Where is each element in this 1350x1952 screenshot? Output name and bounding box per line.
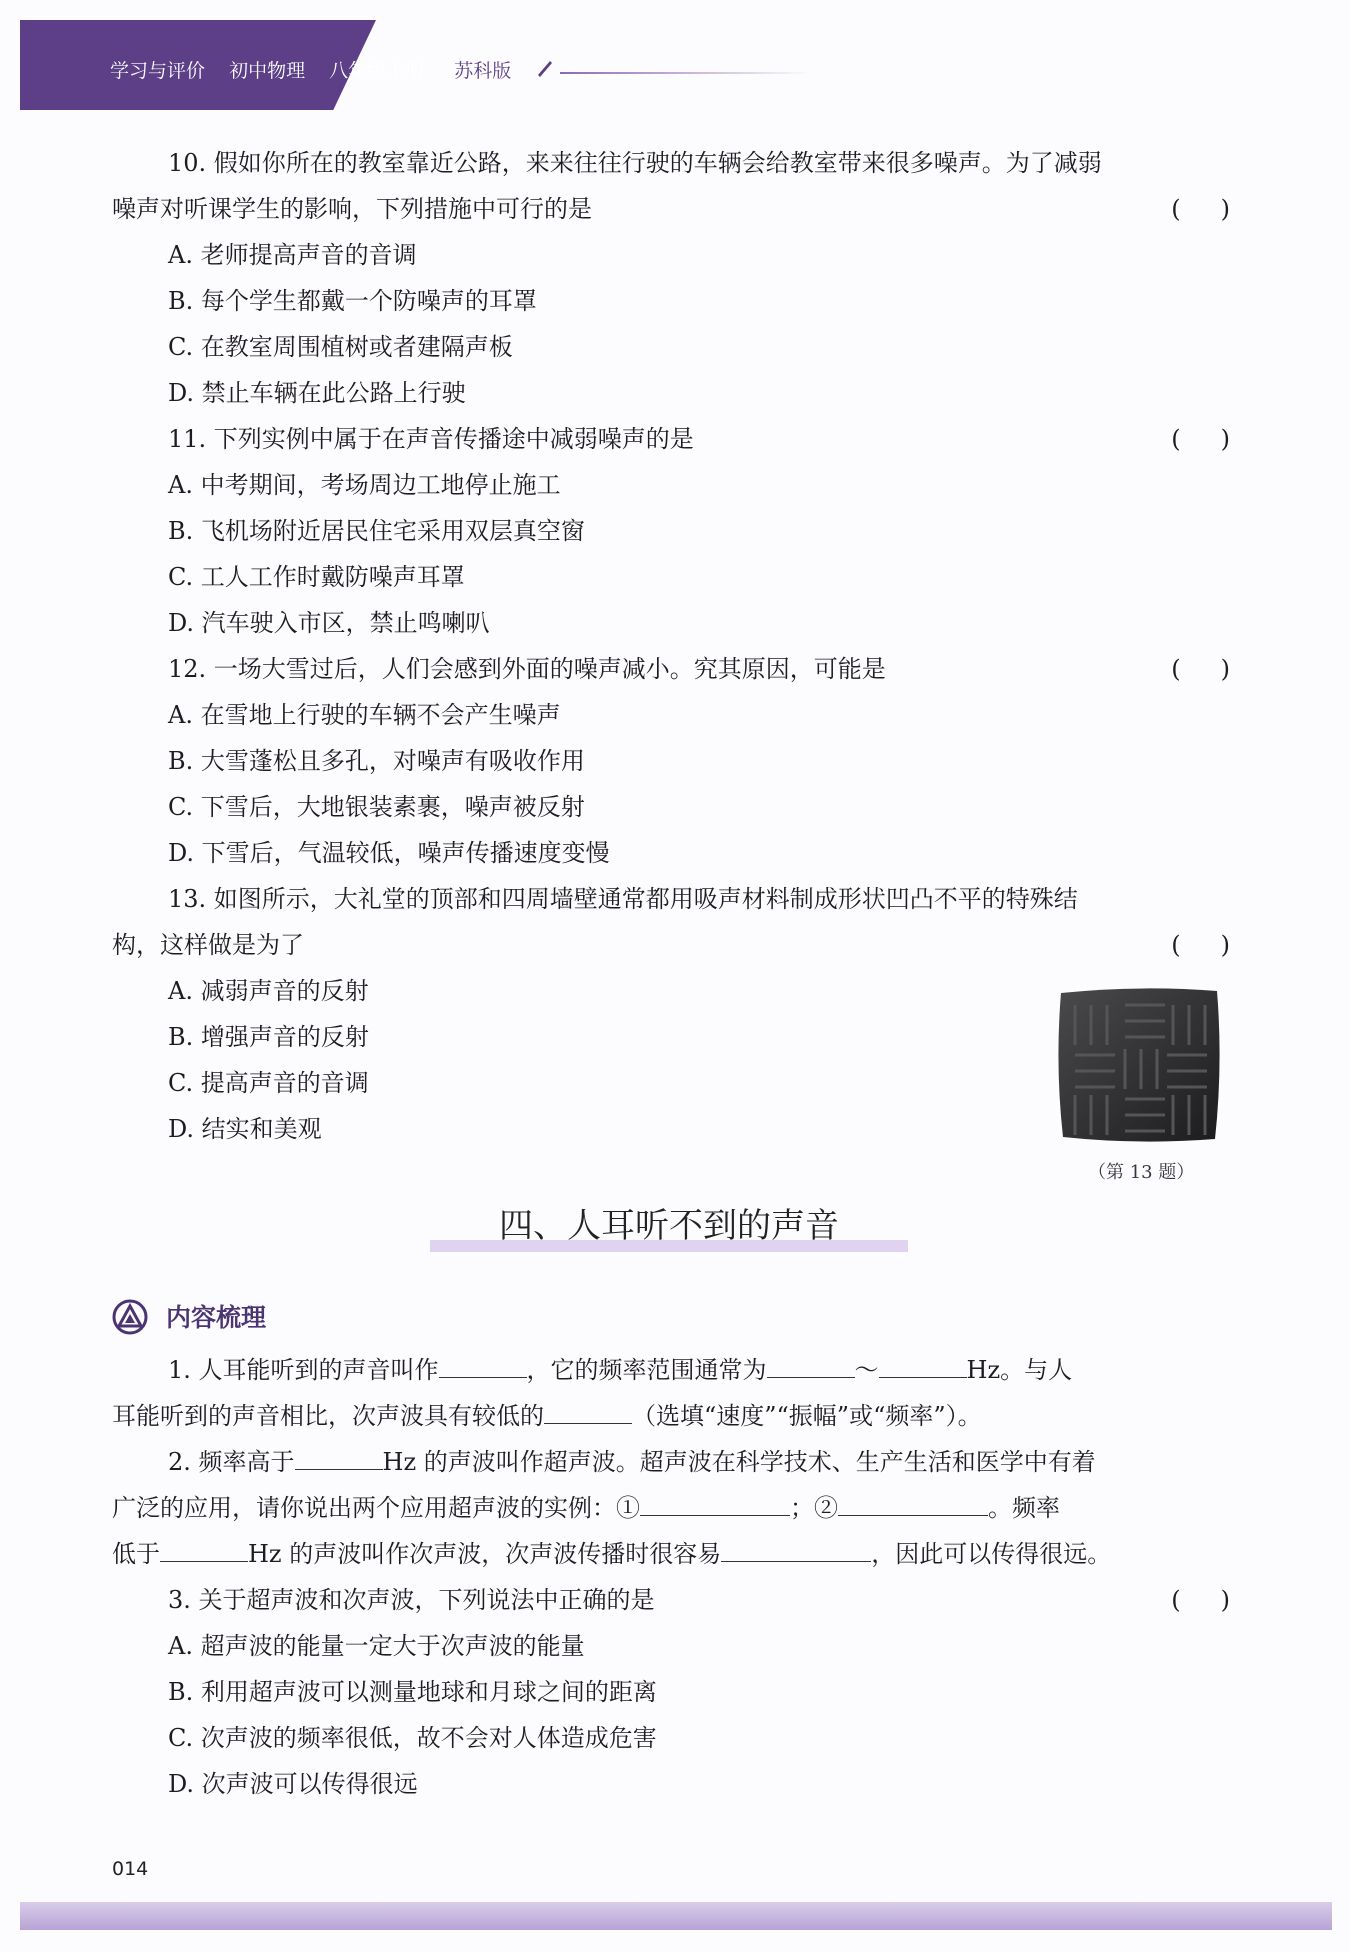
s1-text-e: 耳能听到的声音相比，次声波具有较低的 (112, 1402, 544, 1430)
q10-text-cont: 噪声对听课学生的影响，下列措施中可行的是 (112, 195, 592, 223)
q13-line2 (112, 922, 1230, 968)
s1-text-a: 1. 人耳能听到的声音叫作 (168, 1356, 439, 1384)
q11-answer-bracket[interactable] (1171, 416, 1230, 462)
q3-option-a: A. 超声波的能量一定大于次声波的能量 (168, 1632, 585, 1660)
q12-line1 (112, 646, 1230, 692)
s2-text-g: Hz 的声波叫作次声波，次声波传播时很容易 (248, 1540, 722, 1568)
q13-option-c: C. 提高声音的音调 (168, 1069, 369, 1097)
q13-text: 13. 如图所示，大礼堂的顶部和四周墙壁通常都用吸声材料制成形状凹凸不平的特殊结 (168, 885, 1078, 913)
section-title: 四、人耳听不到的声音 (499, 1206, 839, 1246)
s1-text-b: ，它的频率范围通常为 (526, 1356, 767, 1384)
pen-icon (535, 58, 555, 78)
s1-blank-4[interactable] (544, 1393, 632, 1424)
q10-line2 (112, 186, 1230, 232)
q12-answer-bracket[interactable] (1171, 646, 1230, 692)
bracket-close: ) (1220, 195, 1230, 223)
bracket-close: ) (1220, 1586, 1230, 1614)
header-series: 学习与评价 (110, 60, 206, 82)
q3-option-d: D. 次声波可以传得很远 (168, 1770, 418, 1798)
q10-option-c: C. 在教室周围植树或者建隔声板 (168, 333, 513, 361)
s1-blank-2[interactable] (767, 1347, 855, 1378)
q13-answer-bracket[interactable] (1171, 922, 1230, 968)
s1-text-f: （选填“速度”“振幅”或“频率”）。 (632, 1402, 982, 1430)
q12-option-c: C. 下雪后，大地银装素裹，噪声被反射 (168, 793, 585, 821)
page-number: 014 (112, 1858, 149, 1880)
q3-option-c: C. 次声波的频率很低，故不会对人体造成危害 (168, 1724, 657, 1752)
s2-line3 (112, 1531, 1230, 1577)
bracket-open: ( (1171, 655, 1181, 683)
s1-line1 (112, 1347, 1230, 1393)
footer-band (20, 1902, 1332, 1930)
s1-text-c: ～ (854, 1356, 879, 1384)
q13-text-cont: 构，这样做是为了 (112, 931, 304, 959)
s2-text-h: ，因此可以传得很远。 (871, 1540, 1112, 1568)
summary-exercises (112, 1347, 1230, 1807)
s1-blank-1[interactable] (439, 1347, 527, 1378)
acoustic-foam-figure (1055, 985, 1223, 1145)
bracket-close: ) (1220, 931, 1230, 959)
q11-option-d: D. 汽车驶入市区，禁止鸣喇叭 (168, 609, 490, 637)
header-subject: 初中物理 (229, 60, 306, 82)
s2-blank-1[interactable] (295, 1439, 383, 1470)
s2-text-d: ；② (790, 1494, 838, 1522)
q13-option-a: A. 减弱声音的反射 (168, 977, 369, 1005)
q10-option-b: B. 每个学生都戴一个防噪声的耳罩 (168, 287, 537, 315)
s2-text-e: 。频率 (988, 1494, 1060, 1522)
q3-text: 3. 关于超声波和次声波，下列说法中正确的是 (168, 1586, 655, 1614)
bracket-open: ( (1171, 195, 1181, 223)
q12-option-b: B. 大雪蓬松且多孔，对噪声有吸收作用 (168, 747, 585, 775)
q10-option-d: D. 禁止车辆在此公路上行驶 (168, 379, 466, 407)
q11-option-c: C. 工人工作时戴防噪声耳罩 (168, 563, 465, 591)
s2-blank-3[interactable] (838, 1485, 988, 1516)
q13-option-b: B. 增强声音的反射 (168, 1023, 369, 1051)
q10-option-a: A. 老师提高声音的音调 (168, 241, 417, 269)
bracket-open: ( (1171, 1586, 1181, 1614)
s2-text-a: 2. 频率高于 (168, 1448, 295, 1476)
q10-answer-bracket[interactable] (1171, 186, 1230, 232)
s1-line2 (112, 1393, 1230, 1439)
s2-line2 (112, 1485, 1230, 1531)
s2-text-c: 广泛的应用，请你说出两个应用超声波的实例：① (112, 1494, 640, 1522)
bracket-close: ) (1220, 655, 1230, 683)
s1-text-d: Hz。与人 (966, 1356, 1073, 1384)
s2-blank-4[interactable] (160, 1531, 248, 1562)
q13-line1 (112, 876, 1230, 922)
s2-blank-5[interactable] (721, 1531, 871, 1562)
summary-heading-text: 内容梳理 (166, 1303, 267, 1332)
s2-blank-2[interactable] (640, 1485, 790, 1516)
q11-option-a: A. 中考期间，考场周边工地停止施工 (168, 471, 561, 499)
q3-answer-bracket[interactable] (1171, 1577, 1230, 1623)
q11-line1 (112, 416, 1230, 462)
header-decoration-line (560, 72, 810, 74)
s2-line1 (112, 1439, 1230, 1485)
figure-caption: （第 13 题） (1088, 1162, 1195, 1183)
q3-line1 (112, 1577, 1230, 1623)
bracket-close: ) (1220, 425, 1230, 453)
q12-text: 12. 一场大雪过后，人们会感到外面的噪声减小。究其原因，可能是 (168, 655, 886, 683)
bracket-open: ( (1171, 931, 1181, 959)
s2-text-b: Hz 的声波叫作超声波。超声波在科学技术、生产生活和医学中有着 (382, 1448, 1096, 1476)
q3-option-b: B. 利用超声波可以测量地球和月球之间的距离 (168, 1678, 657, 1706)
q11-text: 11. 下列实例中属于在声音传播途中减弱噪声的是 (168, 425, 694, 453)
header (110, 56, 529, 83)
q10-text: 10. 假如你所在的教室靠近公路，来来往往行驶的车辆会给教室带来很多噪声。为了减弱 (168, 149, 1102, 177)
q12-option-a: A. 在雪地上行驶的车辆不会产生噪声 (168, 701, 561, 729)
s1-blank-3[interactable] (879, 1347, 967, 1378)
header-edition: 苏科版 (454, 60, 512, 82)
q13-option-d: D. 结实和美观 (168, 1115, 322, 1143)
q10-line1 (112, 140, 1230, 186)
header-grade: 八年级上册 (329, 60, 425, 82)
q12-option-d: D. 下雪后，气温较低，噪声传播速度变慢 (168, 839, 610, 867)
s2-text-f: 低于 (112, 1540, 160, 1568)
q11-option-b: B. 飞机场附近居民住宅采用双层真空窗 (168, 517, 585, 545)
bracket-open: ( (1171, 425, 1181, 453)
summary-heading (112, 1298, 266, 1338)
